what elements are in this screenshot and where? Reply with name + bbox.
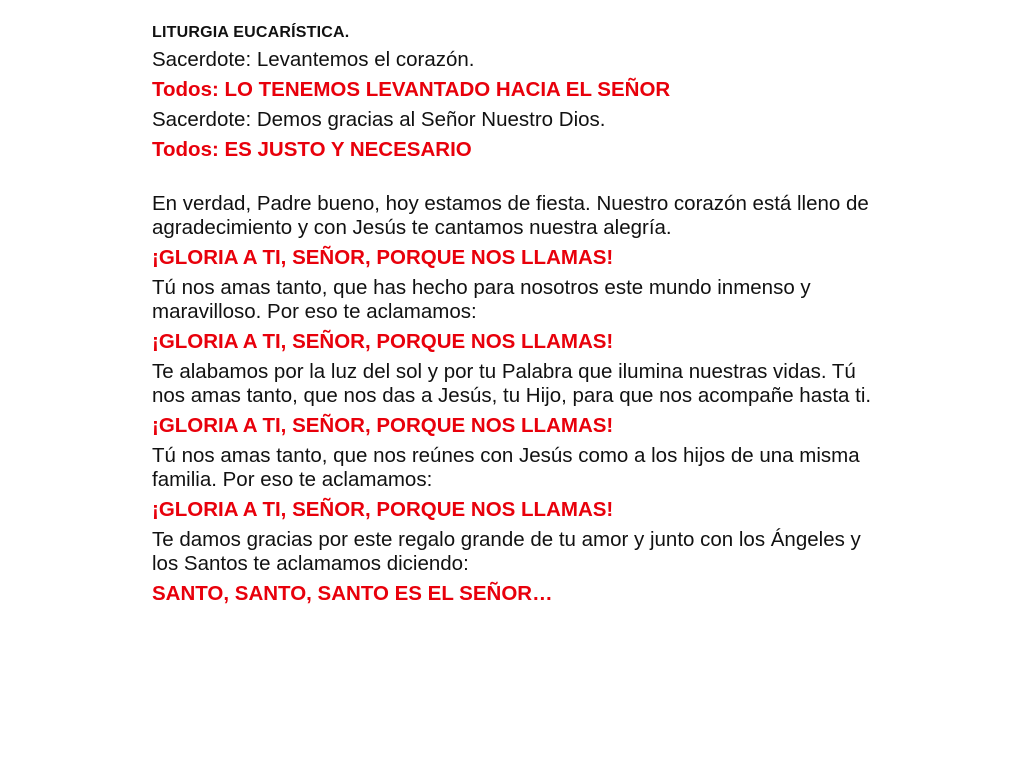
gloria-acclamation-3: ¡GLORIA A TI, SEÑOR, PORQUE NOS LLAMAS! xyxy=(152,414,614,437)
prayer-paragraph-2: Tú nos amas tanto, que has hecho para nosotros este mundo inmenso y maravilloso. Por eso te aclamamos: xyxy=(152,276,811,323)
prayer-paragraph-1: En verdad, Padre bueno, hoy estamos de fiesta. Nuestro corazón está lleno de agradecimiento y con Jesús te cantamos nuestra alegría. xyxy=(152,192,869,239)
gloria-acclamation-1: ¡GLORIA A TI, SEÑOR, PORQUE NOS LLAMAS! xyxy=(152,246,614,269)
prayer-paragraph-4: Tú nos amas tanto, que nos reúnes con Jesús como a los hijos de una misma familia. Por eso te aclamamos: xyxy=(152,444,860,491)
prayer-paragraph-5: Te damos gracias por este regalo grande de tu amor y junto con los Ángeles y los Santos te aclamamos diciendo: xyxy=(152,528,861,575)
slide-content xyxy=(152,24,872,612)
gloria-acclamation-4: ¡GLORIA A TI, SEÑOR, PORQUE NOS LLAMAS! xyxy=(152,498,614,521)
paragraph-gap xyxy=(152,168,872,192)
section-heading: LITURGIA EUCARÍSTICA. xyxy=(152,24,350,41)
sanctus-acclamation: SANTO, SANTO, SANTO ES EL SEÑOR… xyxy=(152,582,553,605)
people-response-1: Todos: LO TENEMOS LEVANTADO HACIA EL SEÑOR xyxy=(152,78,671,101)
people-response-2: Todos: ES JUSTO Y NECESARIO xyxy=(152,138,472,161)
gloria-acclamation-2: ¡GLORIA A TI, SEÑOR, PORQUE NOS LLAMAS! xyxy=(152,330,614,353)
prayer-paragraph-3: Te alabamos por la luz del sol y por tu Palabra que ilumina nuestras vidas. Tú nos amas tanto, que nos das a Jesús, tu Hijo, para que nos acompañe hasta ti. xyxy=(152,360,872,407)
priest-line-1: Sacerdote: Levantemos el corazón. xyxy=(152,48,475,71)
priest-line-2: Sacerdote: Demos gracias al Señor Nuestro Dios. xyxy=(152,108,606,131)
